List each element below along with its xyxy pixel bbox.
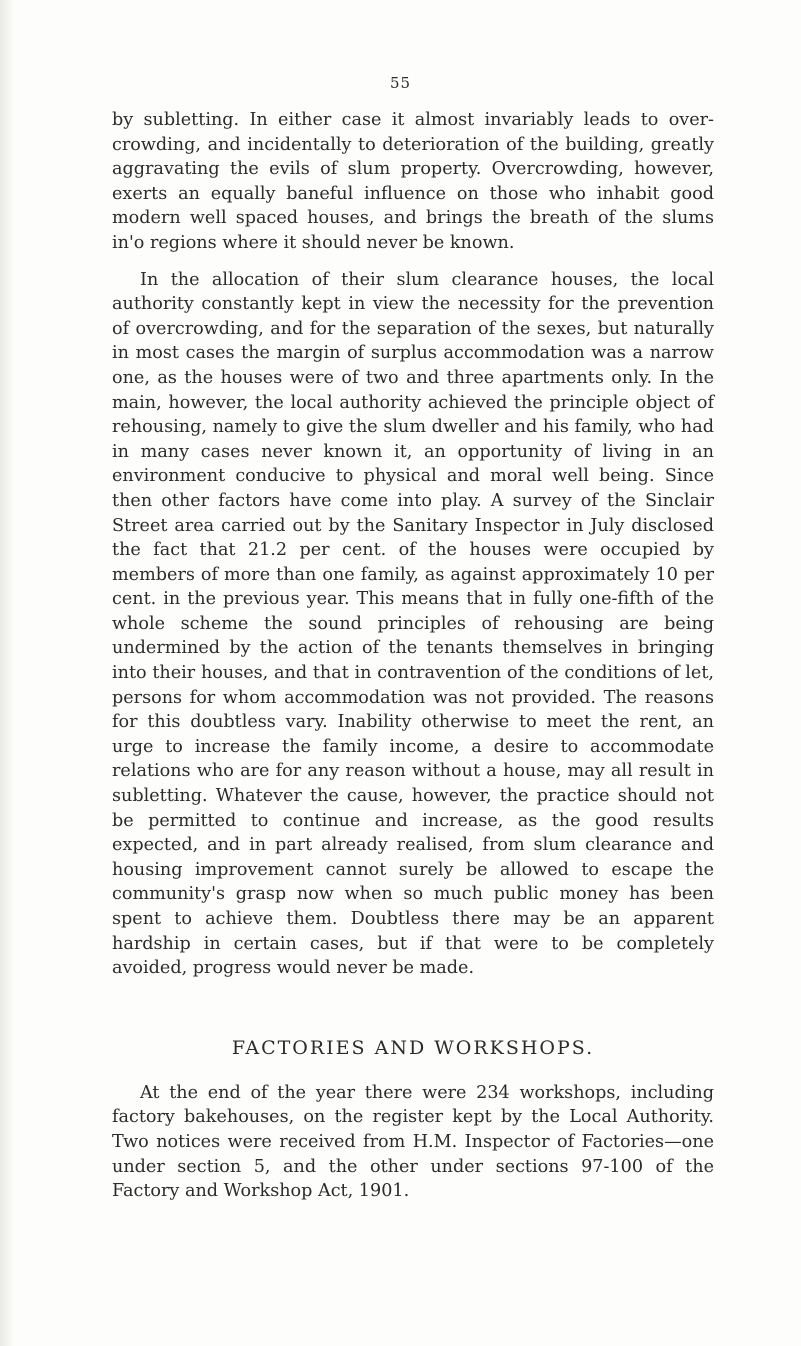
- section-heading-factories-workshops: FACTORIES AND WORKSHOPS.: [231, 1036, 595, 1059]
- page-number: 55: [389, 74, 412, 92]
- paragraph-workshops-register: At the end of the year there were 234 workshops, including factory bakehouses, on the register kept by the Local Authority. Two notices were received from H.M. Inspector of Factories—one under section 5, and the other under sections 97-100 of the Factory and Workshop Act, 1901.: [112, 1082, 714, 1202]
- binding-shadow: [0, 0, 14, 1346]
- paragraph-subletting-continued: by subletting. In either case it almost invariably leads to over-crowding, and incidentally to deterioration of the building, greatly aggravating the evils of slum property. Overcrowding, however, exerts an equally baneful influence on those who inhabit good modern well spaced houses, and brings the breath of the slums in'o regions where it should never be known.: [112, 110, 714, 253]
- body-text: [112, 108, 714, 1204]
- paragraph-slum-clearance-allocation: In the allocation of their slum clearance houses, the local authority constantly kept in view the necessity for the prevention of overcrowding, and for the separation of the sexes, but naturally in most cases the margin of surplus accommodation was a narrow one, as the houses were of two and three apartments only. In the main, however, the local authority achieved the principle object of rehousing, namely to give the slum dweller and his family, who had in many cases never known it, an opportunity of living in an environment conducive to physical and moral well being. Since then other factors have come into play. A survey of the Sinclair Street area carried out by the Sanitary Inspector in July disclosed the fact that 21.2 per cent. of the houses were occupied by members of more than one family, as against approximately 10 per cent. in the previous year. This means that in fully one-fifth of the whole scheme the sound principles of rehousing are being undermined by the action of the tenants themselves in bringing into their houses, and that in contravention of the conditions of let, persons for whom accommodation was not provided. The reasons for this doubtless vary. Inability otherwise to meet the rent, an urge to increase the family income, a desire to accommodate relations who are for any reason without a house, may all result in subletting. Whatever the cause, however, the practice should not be permitted to continue and increase, as the good results expected, and in part already realised, from slum clearance and housing improvement cannot surely be allowed to escape the community's grasp now when so much public money has been spent to achieve them. Doubtless there may be an apparent hardship in certain cases, but if that were to be completely avoided, progress would never be made.: [112, 269, 714, 979]
